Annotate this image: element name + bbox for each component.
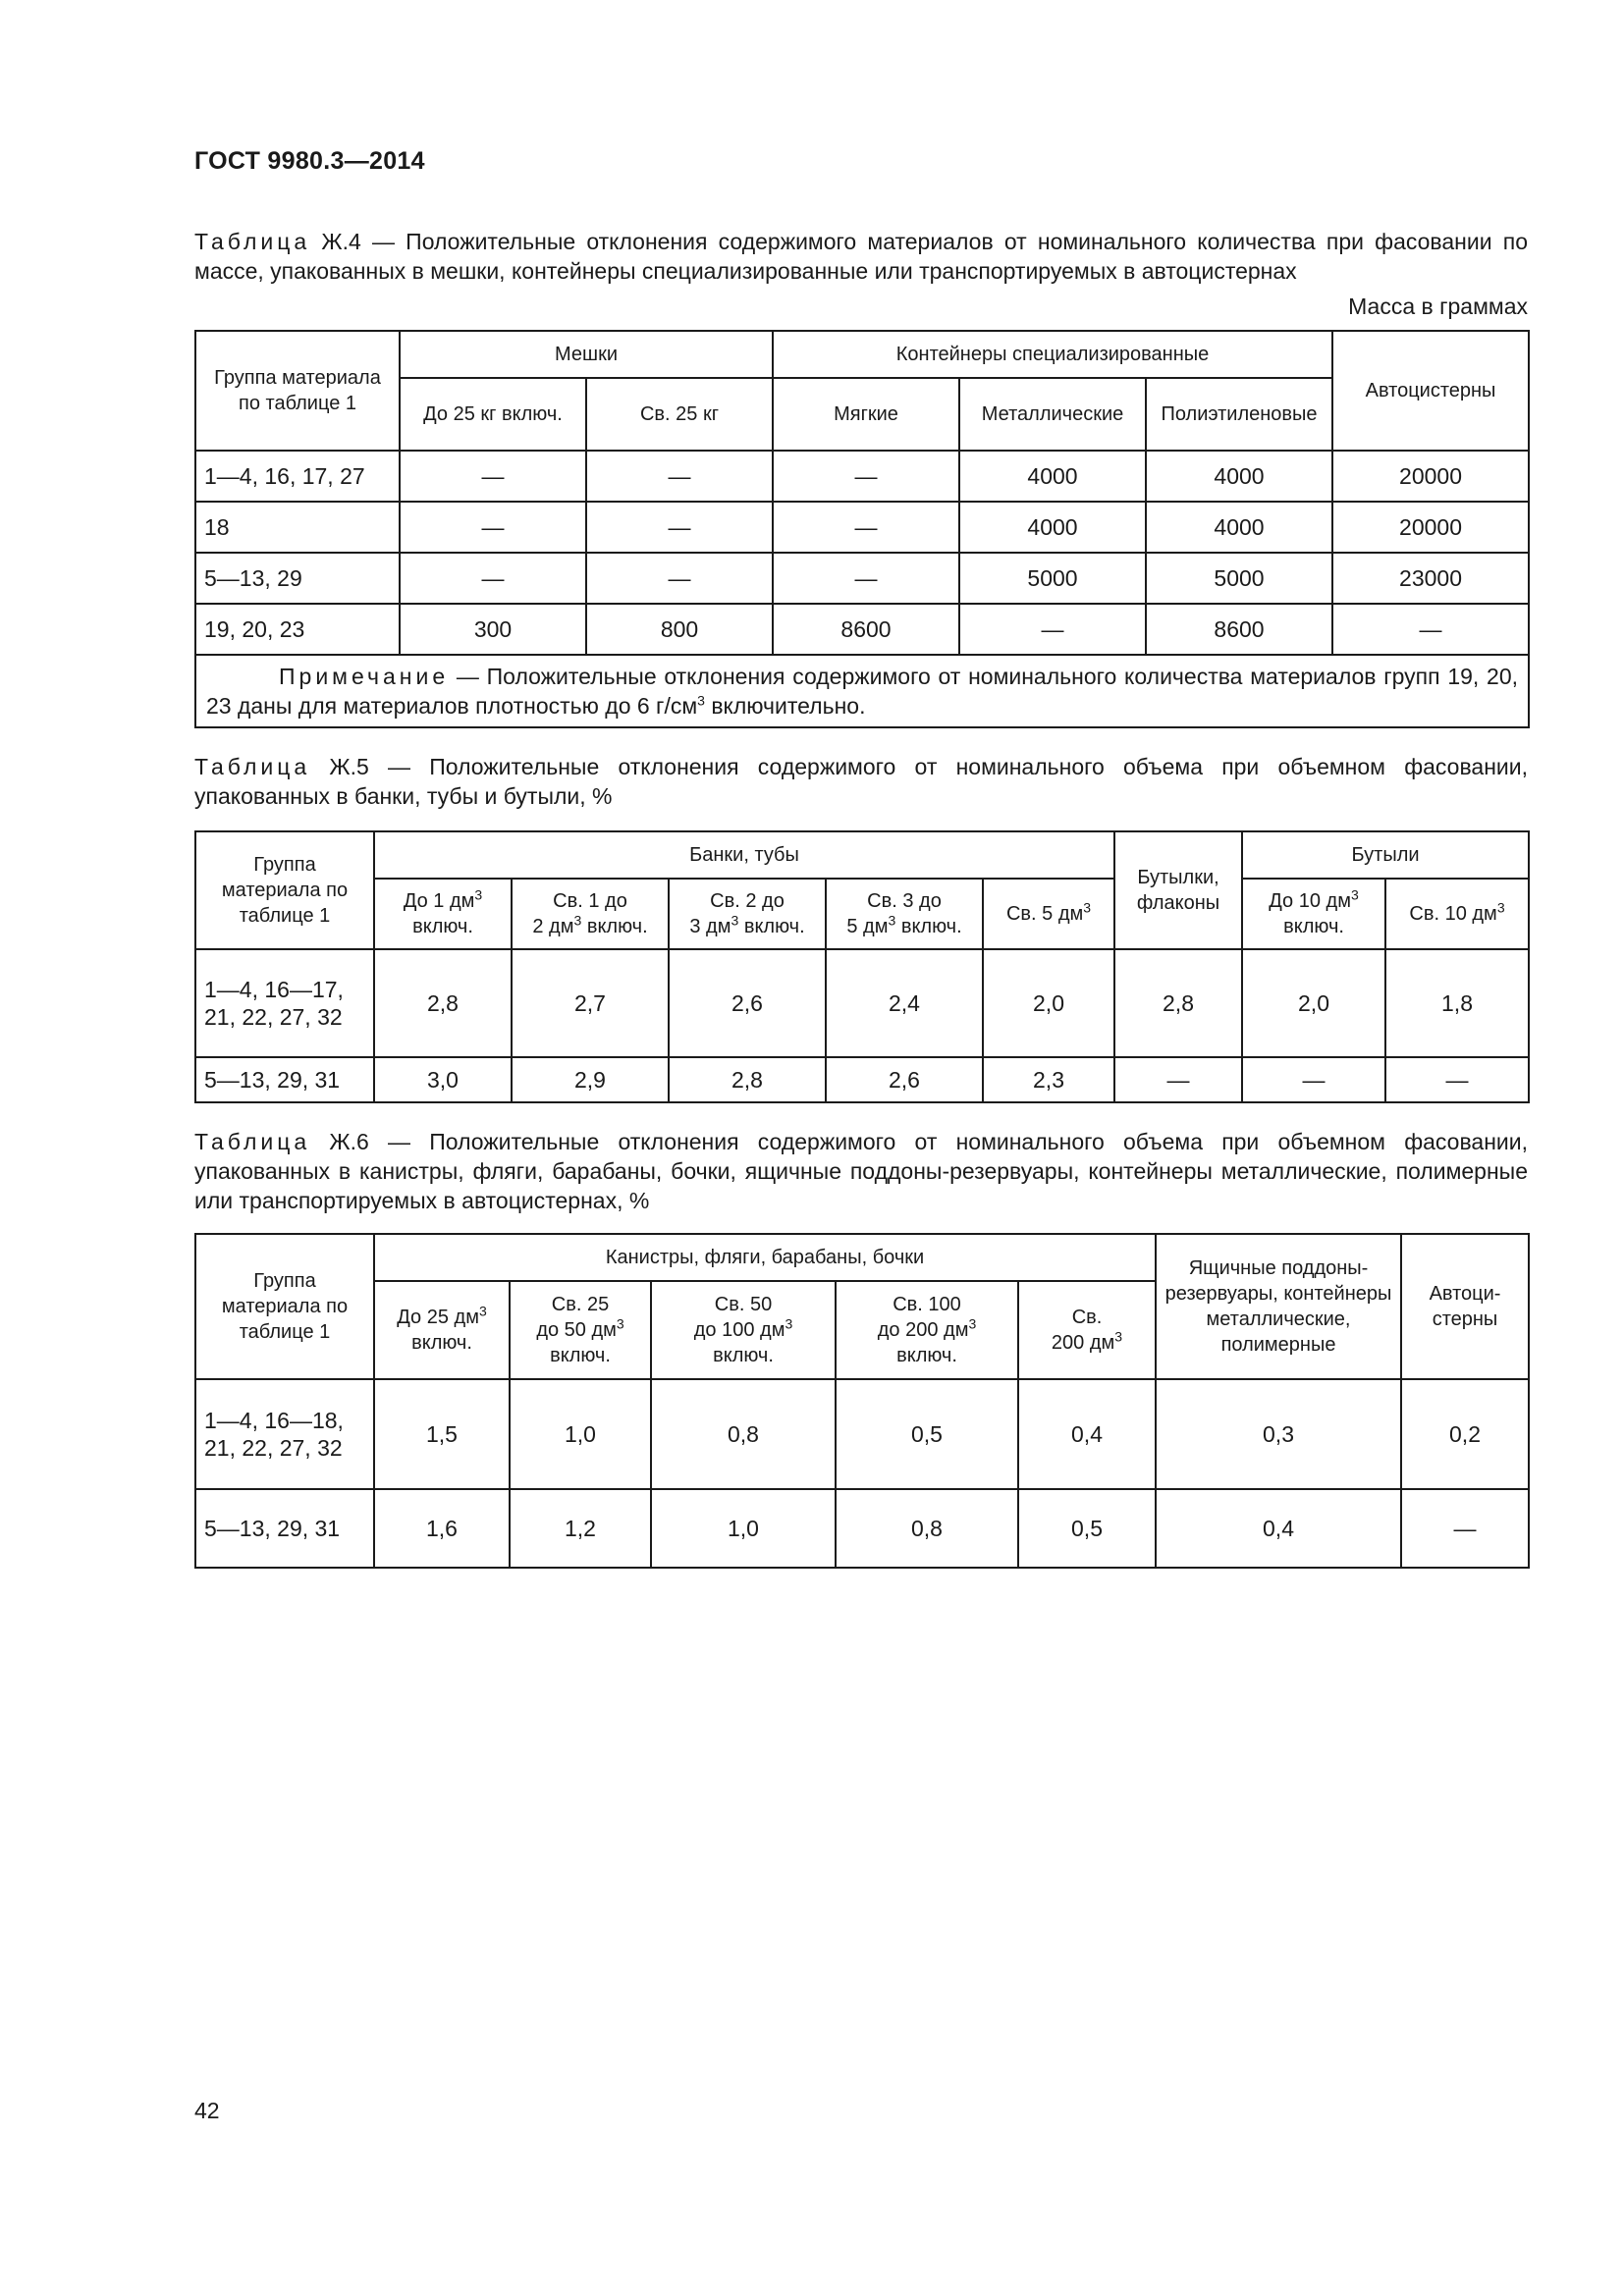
table-cell: — (773, 502, 959, 553)
table-cell: 1,0 (651, 1489, 836, 1568)
table-cell: — (400, 502, 586, 553)
header-text: Св. 1 до (553, 890, 627, 912)
table-cell: 20000 (1332, 502, 1529, 553)
table-cell: 2,9 (512, 1057, 669, 1102)
header-sup: 3 (731, 912, 739, 929)
table-cell: — (959, 604, 1146, 655)
table-row (195, 1057, 1529, 1102)
table6-header-canisters: Канистры, фляги, барабаны, бочки (374, 1234, 1156, 1281)
table-cell: 1—4, 16—17, 21, 22, 27, 32 (195, 949, 374, 1057)
table5-header-c3 (669, 879, 826, 949)
table-row (195, 451, 1529, 502)
table4-label: Таблица (194, 229, 311, 254)
table-cell: 5—13, 29 (195, 553, 400, 604)
table5-caption (194, 752, 1528, 811)
table-cell: 0,4 (1156, 1489, 1401, 1568)
table-cell: 5000 (959, 553, 1146, 604)
table4-title: Положительные отклонения содержимого материалов от номинального количества при фасовании по массе, упакованных в мешки, контейнеры специализированные или транспортируемых в автоцистернах (194, 229, 1529, 284)
header-text: включ. (550, 1345, 611, 1366)
table4-header-bags: Мешки (400, 331, 773, 378)
header-sup: 3 (1083, 899, 1092, 916)
header-sup: 3 (968, 1315, 977, 1332)
header-text: включ. (713, 1345, 774, 1366)
table5-header-bottles: Бутыли (1242, 831, 1529, 879)
table-cell: 2,4 (826, 949, 983, 1057)
table4-header-group: Группа материала по таблице 1 (195, 331, 400, 451)
table6-header-group: Группа материала по таблице 1 (195, 1234, 374, 1379)
table4-note-label: Примечание (279, 664, 450, 689)
table-cell: 2,8 (669, 1057, 826, 1102)
table5-title: Положительные отклонения содержимого от номинального объема при объемном фасовании, упакованных в банки, тубы и бутыли, % (194, 754, 1528, 809)
table-cell: 0,8 (836, 1489, 1018, 1568)
table-cell: 18 (195, 502, 400, 553)
table-row (195, 949, 1529, 1057)
table5-header-c4 (826, 879, 983, 949)
header-text: включ. (895, 916, 962, 937)
table6-label: Таблица (194, 1129, 311, 1154)
table-row (195, 502, 1529, 553)
table5-header-b1 (1242, 879, 1385, 949)
table-cell: 3,0 (374, 1057, 512, 1102)
table-cell: — (586, 553, 773, 604)
table-cell: 8600 (1146, 604, 1332, 655)
header-text: Св. 100 (893, 1294, 961, 1315)
header-text: Св. 10 дм (1409, 903, 1497, 925)
table6 (194, 1233, 1530, 1569)
table4-note-text: — Положительные отклонения содержимого от номинального количества материалов групп 19, 20, 23 даны для материалов плотностью до 6 г/см (206, 664, 1519, 719)
table-cell: 4000 (1146, 451, 1332, 502)
table-cell: — (1114, 1057, 1242, 1102)
header-text: до 100 дм (693, 1319, 785, 1341)
table4-header-polyethylene: Полиэтиленовые (1146, 378, 1332, 451)
table4 (194, 330, 1530, 728)
header-text: включ. (411, 1332, 472, 1354)
table4-note-end: включительно. (704, 693, 866, 719)
table-cell: 1—4, 16—18, 21, 22, 27, 32 (195, 1379, 374, 1489)
header-text: До 1 дм (403, 890, 475, 912)
table-cell: 0,8 (651, 1379, 836, 1489)
header-sup: 3 (1350, 886, 1359, 903)
table6-title: Положительные отклонения содержимого от номинального объема при объемном фасовании, упакованных в канистры, фляги, барабаны, бочки, ящичные поддоны-резервуары, контейнеры металлические, полимерные или транспортируемых в автоцистернах, % (194, 1129, 1528, 1213)
table-cell: — (1385, 1057, 1529, 1102)
table4-header-bags-upto25: До 25 кг включ. (400, 378, 586, 451)
table5-header-c5 (983, 879, 1114, 949)
header-sup: 3 (474, 886, 483, 903)
header-text: До 25 дм (397, 1307, 479, 1328)
table-cell: 4000 (1146, 502, 1332, 553)
table-row (195, 604, 1529, 655)
header-text: включ. (581, 916, 648, 937)
table-cell: 19, 20, 23 (195, 604, 400, 655)
table-cell: 2,8 (1114, 949, 1242, 1057)
header-text: Св. 2 до (710, 890, 785, 912)
header-text: До 10 дм (1269, 890, 1351, 912)
table4-header-metal: Металлические (959, 378, 1146, 451)
table-cell: 1,6 (374, 1489, 510, 1568)
header-text: Св. 50 (714, 1294, 773, 1315)
table-cell: 2,3 (983, 1057, 1114, 1102)
table-cell: 1,0 (510, 1379, 651, 1489)
header-text: Св. 5 дм (1005, 903, 1084, 925)
table-cell: 0,4 (1018, 1379, 1156, 1489)
table-cell: 1,8 (1385, 949, 1529, 1057)
table6-header-k3 (651, 1281, 836, 1379)
header-text: Св. 25 (551, 1294, 610, 1315)
document-code: ГОСТ 9980.3—2014 (194, 147, 425, 175)
header-sup: 3 (888, 912, 896, 929)
table5-header-c2 (512, 879, 669, 949)
table5-header-bottles-small: Бутылки, флаконы (1114, 831, 1242, 949)
table4-header-containers: Контейнеры специализированные (773, 331, 1332, 378)
header-sup: 3 (1114, 1328, 1123, 1345)
table-row (195, 553, 1529, 604)
header-sup: 3 (478, 1303, 487, 1319)
table6-caption (194, 1127, 1528, 1215)
table-cell: — (1242, 1057, 1385, 1102)
table-cell: 2,6 (669, 949, 826, 1057)
table6-header-k4 (836, 1281, 1018, 1379)
table-cell: — (400, 553, 586, 604)
table5-header-b2 (1385, 879, 1529, 949)
table-cell: 800 (586, 604, 773, 655)
table-cell: 5—13, 29, 31 (195, 1489, 374, 1568)
table-cell: 0,5 (836, 1379, 1018, 1489)
table5-header-cans: Банки, тубы (374, 831, 1114, 879)
table5 (194, 830, 1530, 1103)
table-cell: — (773, 553, 959, 604)
table5-label: Таблица (194, 754, 311, 779)
table6-header-tankers: Автоцистерны (1401, 1234, 1529, 1379)
table-cell: 20000 (1332, 451, 1529, 502)
header-text: включ. (412, 916, 473, 937)
table5-header-c1 (374, 879, 512, 949)
page-number: 42 (194, 2098, 220, 2123)
table-cell: 5—13, 29, 31 (195, 1057, 374, 1102)
table-cell: 0,2 (1401, 1379, 1529, 1489)
table6-header-pallets: Ящичные поддоны-резервуары, контейнеры металлические, полимерные (1156, 1234, 1401, 1379)
header-sup: 3 (616, 1315, 624, 1332)
table-cell: 1,2 (510, 1489, 651, 1568)
table-row (195, 1489, 1529, 1568)
table-cell: 5000 (1146, 553, 1332, 604)
header-sup: 3 (573, 912, 582, 929)
table4-units: Масса в граммах (1348, 294, 1528, 319)
table-cell: 2,0 (983, 949, 1114, 1057)
header-text: включ. (896, 1345, 957, 1366)
table-cell: — (586, 502, 773, 553)
header-text: 2 дм (532, 916, 574, 937)
header-text: до 50 дм (536, 1319, 617, 1341)
table-cell: 1,5 (374, 1379, 510, 1489)
table5-header-group: Группа материала по таблице 1 (195, 831, 374, 949)
header-sup: 3 (1496, 899, 1505, 916)
table-row (195, 1379, 1529, 1489)
table5-number: Ж.5 — (310, 754, 430, 779)
table-cell: — (586, 451, 773, 502)
table-cell: — (400, 451, 586, 502)
table-cell: 2,8 (374, 949, 512, 1057)
table-cell: 2,6 (826, 1057, 983, 1102)
table4-number: Ж.4 — (310, 229, 406, 254)
header-text: 3 дм (689, 916, 731, 937)
table-cell: 0,3 (1156, 1379, 1401, 1489)
table-cell: 0,5 (1018, 1489, 1156, 1568)
table4-header-bags-over25: Св. 25 кг (586, 378, 773, 451)
table-cell: 8600 (773, 604, 959, 655)
table4-header-soft: Мягкие (773, 378, 959, 451)
table4-note (195, 655, 1529, 727)
table-cell: 4000 (959, 502, 1146, 553)
table6-header-k1 (374, 1281, 510, 1379)
table4-note-sup: 3 (697, 692, 705, 709)
table-cell: 300 (400, 604, 586, 655)
table-cell: — (773, 451, 959, 502)
table4-caption (194, 227, 1528, 286)
header-text: 5 дм (846, 916, 889, 937)
table-cell: 4000 (959, 451, 1146, 502)
header-text: 200 дм (1051, 1332, 1115, 1354)
table6-header-k2 (510, 1281, 651, 1379)
table-cell: — (1332, 604, 1529, 655)
header-text: включ. (1283, 916, 1344, 937)
header-text: включ. (738, 916, 805, 937)
table6-number: Ж.6 — (310, 1129, 430, 1154)
header-text: до 200 дм (877, 1319, 969, 1341)
document-page (194, 147, 1528, 1569)
table6-header-k5 (1018, 1281, 1156, 1379)
table-cell: 2,0 (1242, 949, 1385, 1057)
header-text: Св. (1071, 1307, 1103, 1328)
table-cell: 23000 (1332, 553, 1529, 604)
header-sup: 3 (785, 1315, 793, 1332)
table-cell: 1—4, 16, 17, 27 (195, 451, 400, 502)
header-text: Св. 3 до (867, 890, 942, 912)
table-cell: — (1401, 1489, 1529, 1568)
table4-header-tankers: Автоцистерны (1332, 331, 1529, 451)
table-cell: 2,7 (512, 949, 669, 1057)
